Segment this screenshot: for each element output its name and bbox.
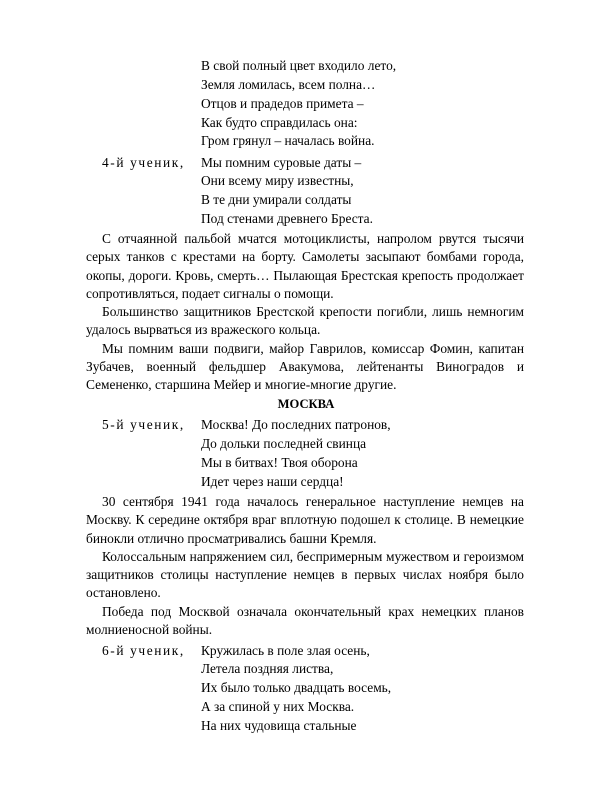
speaker-label: 4-й ученик, — [102, 155, 185, 170]
prose-block — [86, 493, 524, 639]
paragraph: Мы помним ваши подвиги, майор Гаврилов, комиссар Фомин, капитан Зубачев, военный фельдшер Авакумова, лейтенанты Виноградов и Семененко, старшина Мейер и многие-многие другие. — [86, 340, 524, 393]
paragraph: 30 сентября 1941 года началось генеральное наступление немцев на Москву. К середине октября враг вплотную подошел к столице. В немецкие бинокли отлично просматривались башни Кремля. — [86, 494, 524, 546]
poem-line: Гром грянул – началась война. — [201, 133, 375, 148]
paragraph: С отчаянной пальбой мчатся мотоциклисты, напролом рвутся тысячи серых танков с крестами на борту. Самолеты засыпают бомбами города, окопы, дороги. Кровь, смерть… Пылающая Брестская крепость продолжает сопротивляться, подает сигналы о помощи. — [86, 231, 524, 301]
poem-line: Отцов и прадедов примета – — [201, 96, 364, 111]
poem-line: До дольки последней свинца — [201, 436, 367, 451]
prose-block — [86, 230, 524, 395]
poem-line: Москва! До последних патронов, — [201, 417, 391, 432]
poem-line: Мы помним суровые даты – — [201, 155, 362, 170]
paragraph: Колоссальным напряжением сил, беспримерным мужеством и героизмом защитников столицы наступление немцев в первых числах ноября было остановлено. — [86, 548, 524, 601]
poem-line: Кружилась в поле злая осень, — [201, 643, 370, 658]
speaker-label: 6-й ученик, — [102, 643, 185, 658]
speaker-label: 5-й ученик, — [102, 417, 185, 432]
section-heading: МОСКВА — [277, 397, 335, 411]
poem-line: Под стенами древнего Бреста. — [201, 211, 373, 226]
poem-line: На них чудовища стальные — [201, 718, 357, 733]
poem-line: В свой полный цвет входило лето, — [201, 58, 397, 73]
poem-line: Летела поздняя листва, — [201, 661, 334, 676]
paragraph: Большинство защитников Брестской крепости погибли, лишь немногим удалось вырваться из вражеского кольца. — [86, 304, 524, 338]
poem-line: Земля ломилась, всем полна… — [201, 77, 376, 92]
paragraph: Победа под Москвой означала окончательный крах немецких планов молниеносной войны. — [86, 603, 524, 638]
poem-line: Их было только двадцать восемь, — [201, 680, 392, 695]
poem-line: Как будто справдилась она: — [201, 115, 358, 130]
poem-line: А за спиной у них Москва. — [201, 699, 355, 714]
poem-line: Идет через наши сердца! — [201, 474, 344, 489]
poem-line: Они всему миру известны, — [201, 173, 354, 188]
poem-line: В те дни умирали солдаты — [201, 192, 352, 207]
poem-line: Мы в битвах! Твоя оборона — [201, 455, 358, 470]
